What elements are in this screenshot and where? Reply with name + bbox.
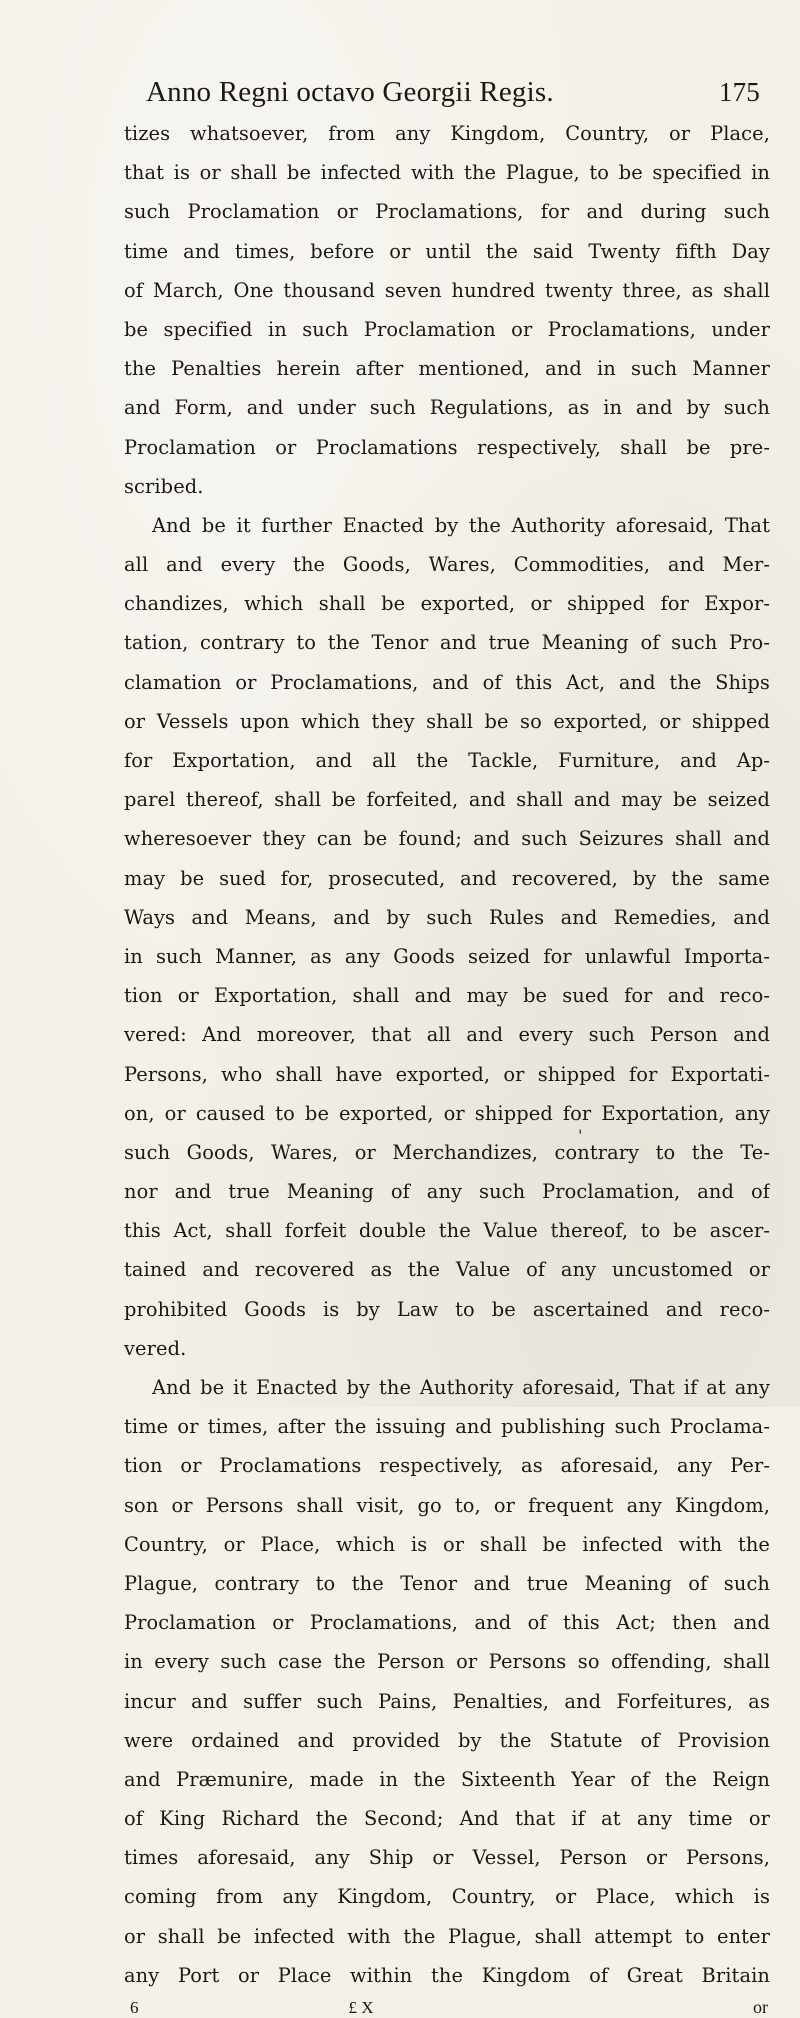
text-line: of March, One thousand seven hundred twenty three, as shall (124, 278, 770, 302)
text-line: times aforesaid, any Ship or Vessel, Person or Persons, (124, 1846, 770, 1870)
text-line: or shall be infected with the Plague, shall attempt to enter (124, 1924, 770, 1948)
text-line: tation, contrary to the Tenor and true Meaning of such Pro- (124, 631, 770, 655)
text-line: that is or shall be infected with the Plague, to be specified in (124, 161, 770, 185)
paragraph-start: And be it Enacted by the Authority aforesaid, That if at any (152, 1376, 770, 1399)
text-line: Proclamation or Proclamations respectively, shall be pre- (124, 435, 770, 459)
signature-mark: 6 (130, 1998, 139, 2017)
text-line: or Vessels upon which they shall be so exported, or shipped (124, 709, 770, 733)
text-line: son or Persons shall visit, go to, or frequent any Kingdom, (124, 1493, 770, 1517)
text-line: on, or caused to be exported, or shipped for Exportation, any (124, 1101, 770, 1125)
text-line: Plague, contrary to the Tenor and true Meaning of such (124, 1571, 770, 1595)
text-line: coming from any Kingdom, Country, or Place, which is (124, 1885, 770, 1909)
text-line: wheresoever they can be found; and such Seizures shall and (124, 827, 770, 851)
text-line: Ways and Means, and by such Rules and Remedies, and (124, 905, 770, 929)
text-line: may be sued for, prosecuted, and recovered, by the same (124, 866, 770, 890)
page-number: 175 (718, 77, 760, 107)
text-line: and Præmunire, made in the Sixteenth Year of the Reign (124, 1767, 770, 1791)
text-line: tizes whatsoever, from any Kingdom, Country, or Place, (124, 122, 770, 145)
margin-note: ' (578, 1126, 583, 1145)
register-mark: £ X (348, 1998, 374, 2017)
text-line: Persons, who shall have exported, or shipped for Exportati- (124, 1062, 770, 1086)
text-line: in such Manner, as any Goods seized for unlawful Importa- (124, 944, 770, 968)
text-line: parel thereof, shall be forfeited, and shall and may be seized (124, 788, 770, 812)
text-line: were ordained and provided by the Statute of Provision (124, 1728, 770, 1752)
text-line: this Act, shall forfeit double the Value thereof, to be ascer- (124, 1219, 770, 1243)
text-line: Proclamation or Proclamations, and of this Act; then and (124, 1611, 770, 1635)
text-line: all and every the Goods, Wares, Commodities, and Mer- (124, 553, 770, 577)
text-line: scribed. (124, 474, 204, 498)
text-line: clamation or Proclamations, and of this Act, and the Ships (124, 670, 770, 694)
text-line: nor and true Meaning of any such Proclamation, and of (124, 1180, 770, 1204)
text-line: incur and suffer such Pains, Penalties, and Forfeitures, as (124, 1689, 770, 1713)
text-line: such Goods, Wares, or Merchandizes, contrary to the Te- (124, 1140, 770, 1164)
text-line: and Form, and under such Regulations, as in and by such (124, 396, 770, 420)
text-line: of King Richard the Second; And that if at any time or (124, 1807, 770, 1831)
paragraph-start: And be it further Enacted by the Authority aforesaid, That (152, 513, 770, 537)
text-line: prohibited Goods is by Law to be ascertained and reco- (124, 1297, 770, 1321)
text-line: tion or Proclamations respectively, as aforesaid, any Per- (124, 1454, 770, 1478)
text-line: vered: And moreover, that all and every such Person and (124, 1023, 770, 1047)
text-line: tion or Exportation, shall and may be sued for and reco- (124, 984, 770, 1008)
page-footer (124, 1997, 770, 2018)
running-head (146, 76, 760, 114)
text-line: time or times, after the issuing and publishing such Proclama- (124, 1415, 770, 1439)
text-line: in every such case the Person or Persons so offending, shall (124, 1650, 770, 1674)
text-line: any Port or Place within the Kingdom of Great Britain (124, 1963, 770, 1987)
text-line: time and times, before or until the said Twenty fifth Day (124, 239, 770, 263)
text-line: be specified in such Proclamation or Proclamations, under (124, 317, 770, 341)
text-line: such Proclamation or Proclamations, for and during such (124, 200, 770, 224)
text-line: for Exportation, and all the Tackle, Furniture, and Ap- (124, 749, 770, 772)
text-line: vered. (124, 1336, 187, 1360)
text-line: tained and recovered as the Value of any uncustomed or (124, 1258, 770, 1282)
text-line: the Penalties herein after mentioned, and in such Manner (124, 357, 770, 381)
text-line: Country, or Place, which is or shall be infected with the (124, 1532, 770, 1556)
statute-text (124, 114, 770, 1995)
text-line: chandizes, which shall be exported, or shipped for Expor- (124, 592, 770, 616)
running-title: Anno Regni octavo Georgii Regis. (146, 76, 554, 108)
catchword: or (753, 1997, 768, 2017)
